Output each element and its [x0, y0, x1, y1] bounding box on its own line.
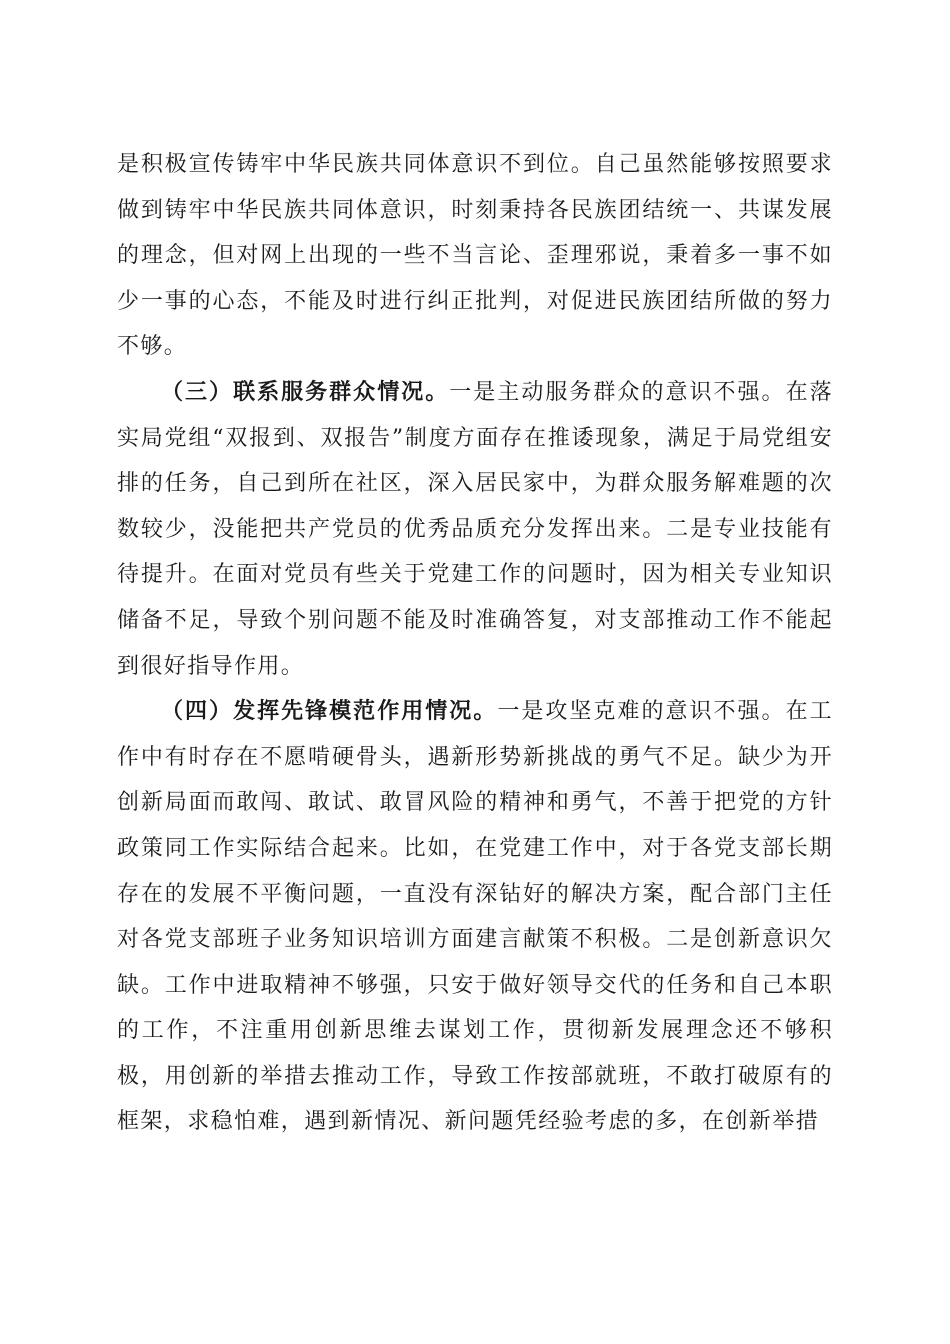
paragraph-text: 是积极宣传铸牢中华民族共同体意识不到位。自己虽然能够按照要求做到铸牢中华民族共同体意识，时刻秉持各民族团结统一、共谋发展的理念，但对网上出现的一些不当言论、歪理邪说，秉着多一事不如少一事的心态，不能及时进行纠正批判，对促进民族团结所做的努力不够。	[117, 152, 833, 360]
section-heading: （三）联系服务群众情况。	[161, 378, 450, 405]
paragraph-text: 一是攻坚克难的意识不强。在工作中有时存在不愿啃硬骨头，遇新形势新挑战的勇气不足。缺少为开创新局面而敢闯、敢试、敢冒风险的精神和勇气，不善于把党的方针政策同工作实际结合起来。比如，在党建工作中，对于各党支部长期存在的发展不平衡问题，一直没有深钻好的解决方案，配合部门主任对各党支部班子业务知识培训方面建言献策不积极。二是创新意识欠缺。工作中进取精神不够强，只安于做好领导交代的任务和自己本职的工作，不注重用创新思维去谋划工作，贯彻新发展理念还不够积极，用创新的举措去推动工作，导致工作按部就班，不敢打破原有的框架，求稳怕难，遇到新情况、新问题凭经验考虑的多，在创新举措	[117, 699, 833, 1135]
document-body	[117, 142, 833, 1145]
paragraph-section-four	[117, 689, 833, 1145]
paragraph-text: 一是主动服务群众的意识不强。在落实局党组“双报到、双报告”制度方面存在推诿现象，满足于局党组安排的任务，自己到所在社区，深入居民家中，为群众服务解难题的次数较少，没能把共产党员的优秀品质充分发挥出来。二是专业技能有待提升。在面对党员有些关于党建工作的问题时，因为相关专业知识储备不足，导致个别问题不能及时准确答复，对支部推动工作不能起到很好指导作用。	[117, 379, 833, 679]
paragraph-continued	[117, 142, 833, 370]
paragraph-section-three	[117, 370, 833, 689]
section-heading: （四）发挥先锋模范作用情况。	[161, 698, 498, 725]
